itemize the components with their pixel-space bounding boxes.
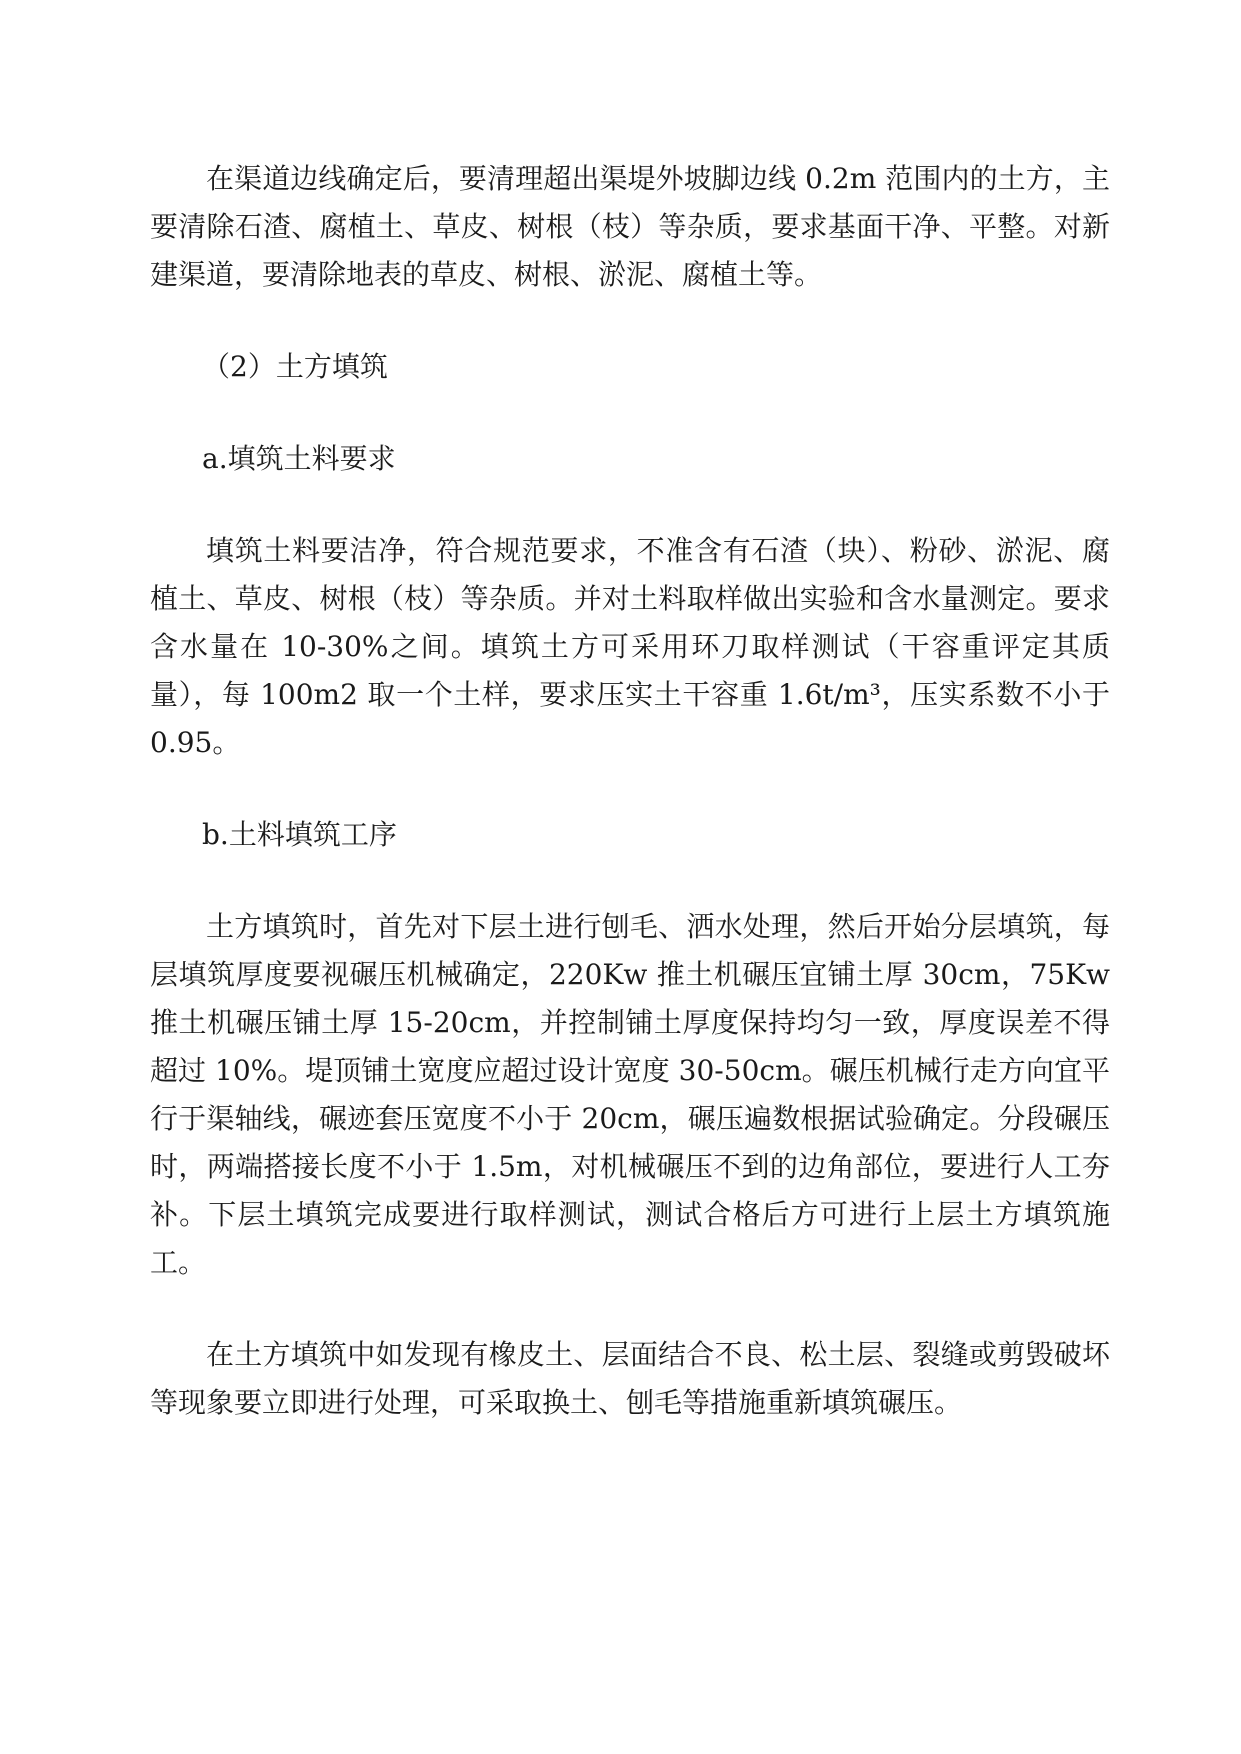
paragraph-fill-procedure: 土方填筑时，首先对下层土进行刨毛、洒水处理，然后开始分层填筑，每层填筑厚度要视碾压机械确定，220Kw 推土机碾压宜铺土厚 30cm，75Kw 推土机碾压铺土厚 15-20cm，并控制铺土厚度保持均匀一致，厚度误差不得超过 10%。堤顶铺土宽度应超过设计宽度 30-50cm。碾压机械行走方向宜平行于渠轴线，碾迹套压宽度不小于 20cm，碾压遍数根据试验确定。分段碾压时，两端搭接长度不小于 1.5m，对机械碾压不到的边角部位，要进行人工夯补。下层土填筑完成要进行取样测试，测试合格后方可进行上层土方填筑施工。	[150, 910, 1110, 1279]
subsection-heading-fill-procedure: b.土料填筑工序	[202, 818, 397, 851]
section-heading-earth-filling: （2）土方填筑	[202, 350, 388, 383]
paragraph-clearing: 在渠道边线确定后，要清理超出渠堤外坡脚边线 0.2m 范围内的土方，主要清除石渣、腐植土、草皮、树根（枝）等杂质，要求基面干净、平整。对新建渠道，要清除地表的草皮、树根、淤泥、腐植土等。	[150, 162, 1110, 291]
paragraph-fill-material: 填筑土料要洁净，符合规范要求，不准含有石渣（块）、粉砂、淤泥、腐植土、草皮、树根（枝）等杂质。并对土料取样做出实验和含水量测定。要求含水量在 10-30%之间。填筑土方可采用环刀取样测试（干容重评定其质量），每 100m2 取一个土样，要求压实土干容重 1.6t/m³，压实系数不小于 0.95。	[150, 534, 1110, 759]
subsection-heading-fill-material: a.填筑土料要求	[202, 442, 396, 475]
document-body	[150, 155, 1110, 1471]
paragraph-defect-handling: 在土方填筑中如发现有橡皮土、层面结合不良、松土层、裂缝或剪毁破坏等现象要立即进行处理，可采取换土、刨毛等措施重新填筑碾压。	[150, 1338, 1110, 1419]
